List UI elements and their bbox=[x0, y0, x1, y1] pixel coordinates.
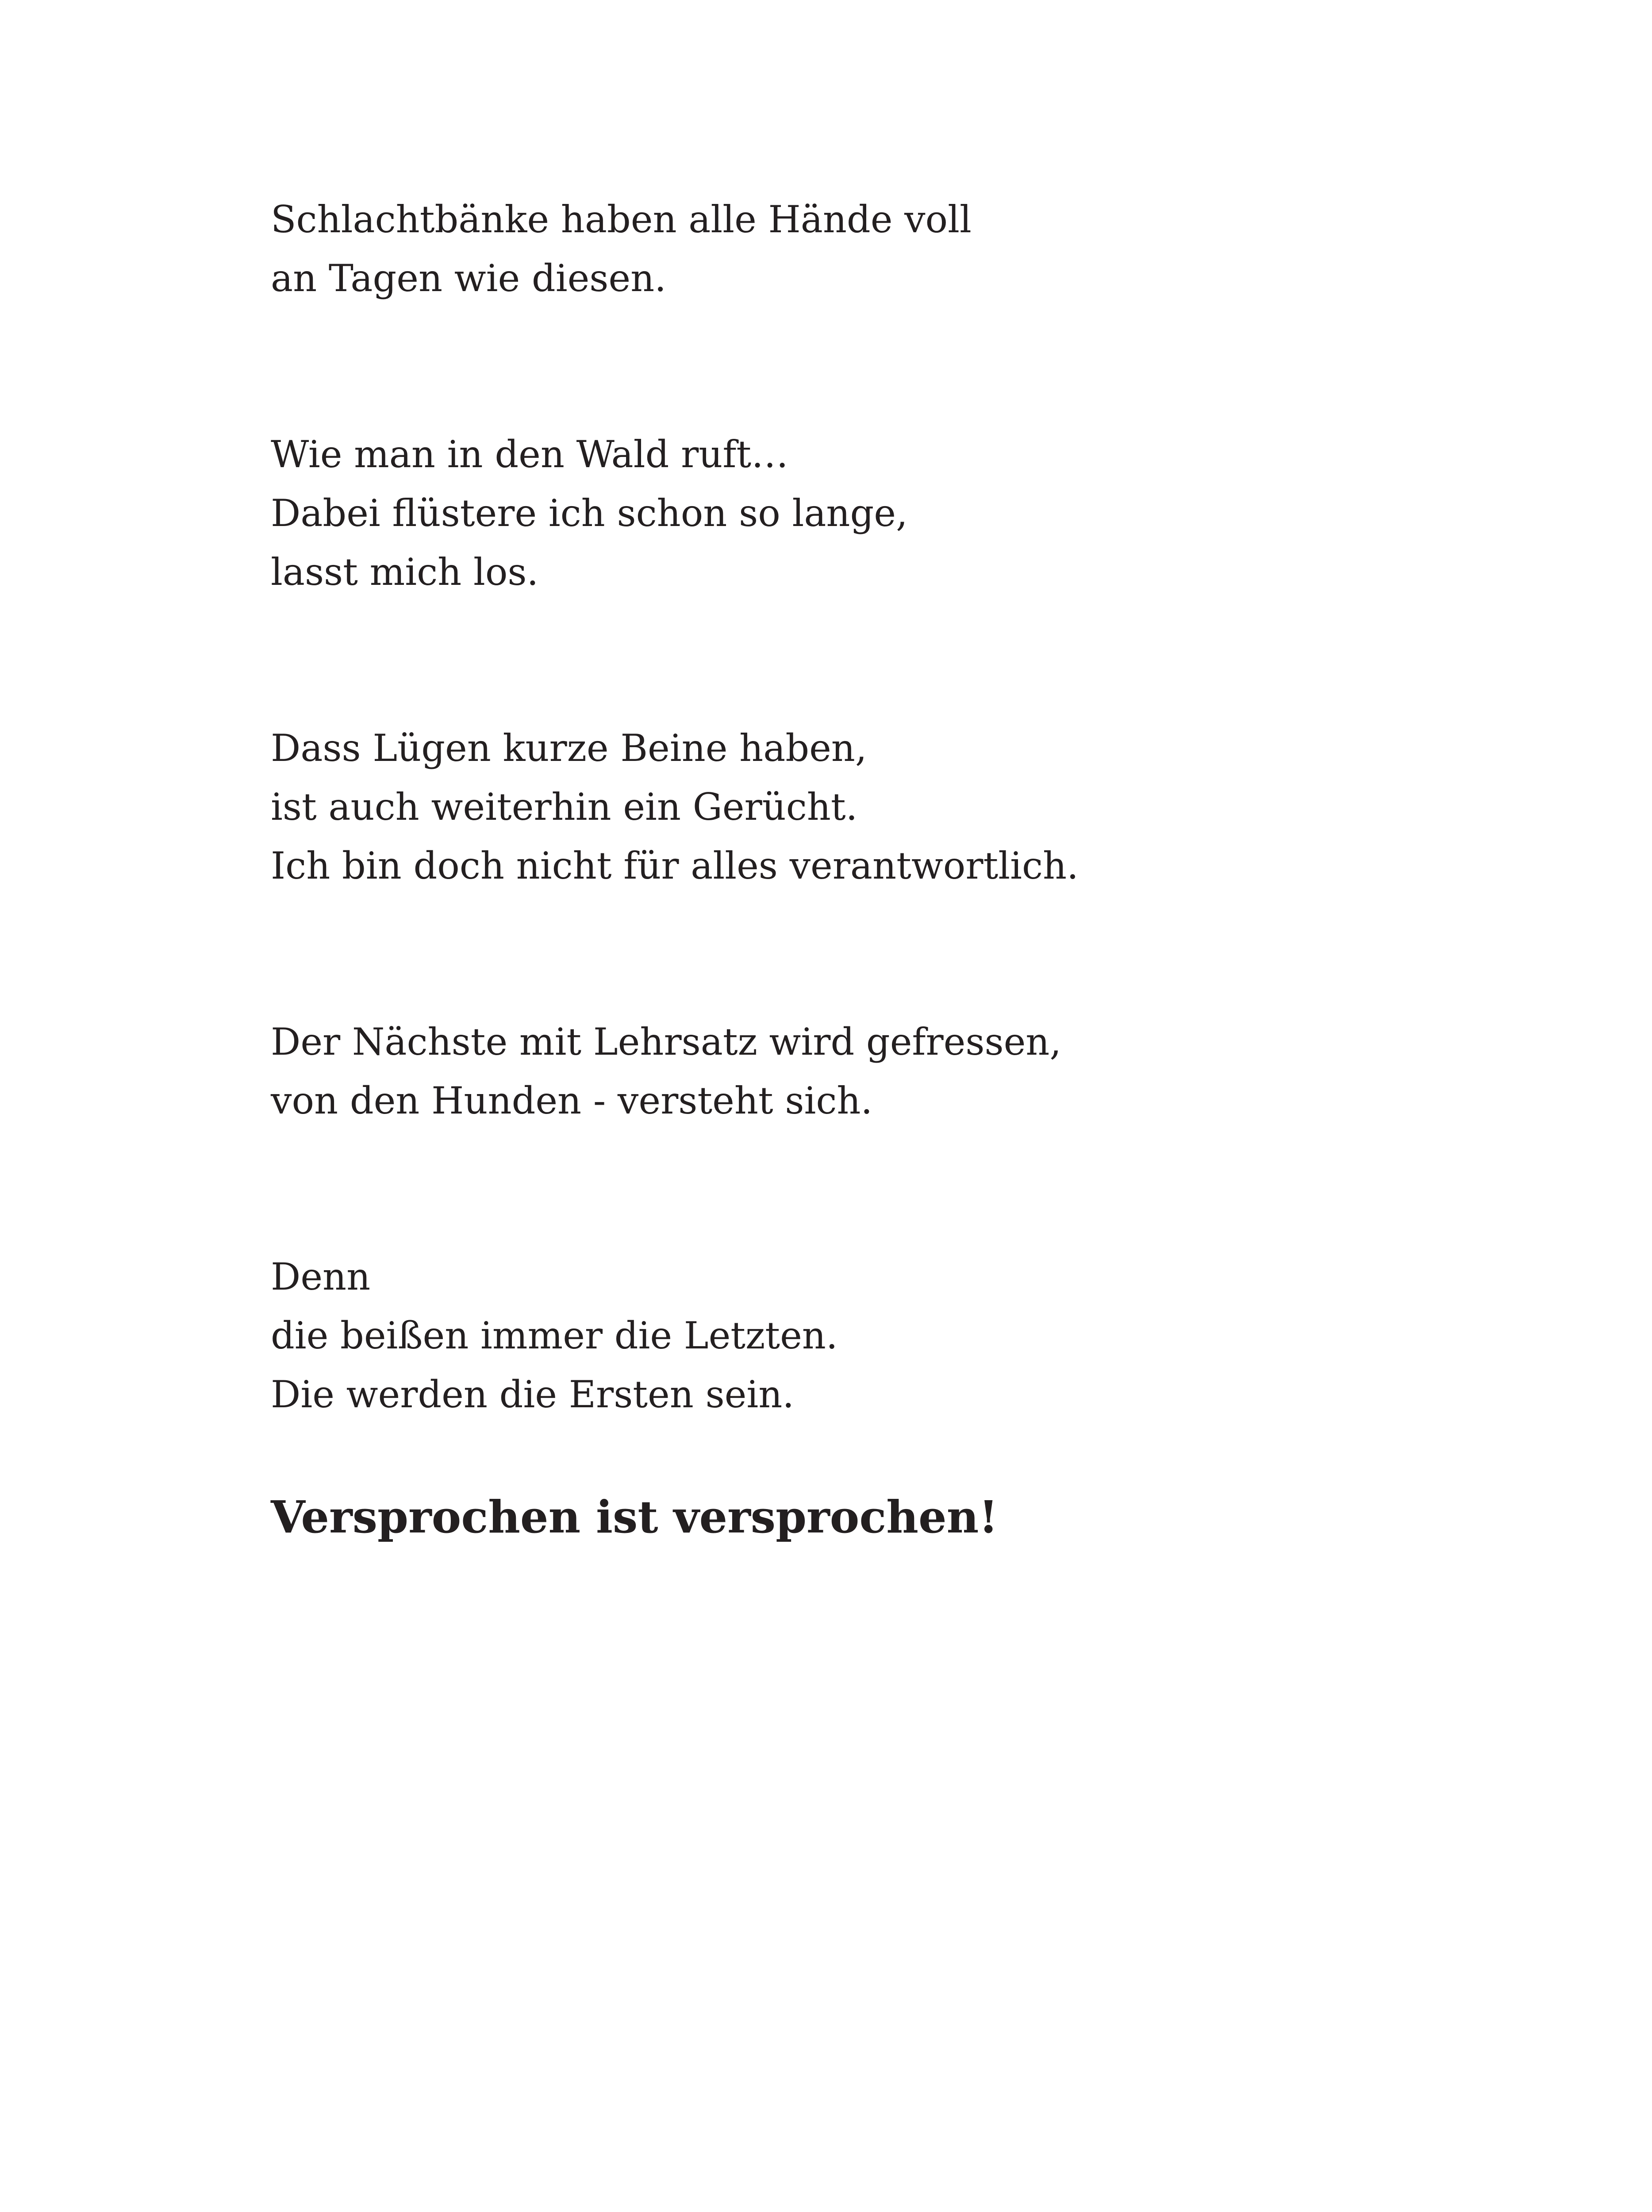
poem-line: von den Hunden - versteht sich. bbox=[271, 1079, 873, 1122]
poem-line: die beißen immer die Letzten. bbox=[271, 1314, 838, 1357]
stanza-5 bbox=[271, 1248, 1554, 1424]
stanza-4 bbox=[271, 1013, 1554, 1130]
poem-line: Denn bbox=[271, 1255, 371, 1298]
poem-line: Wie man in den Wald ruft… bbox=[271, 433, 789, 476]
poem-body bbox=[271, 190, 1554, 1546]
stanza-2 bbox=[271, 425, 1554, 602]
stanza-1 bbox=[271, 190, 1554, 308]
closing-line: Versprochen ist versprochen! bbox=[271, 1491, 999, 1543]
poem-line: an Tagen wie diesen. bbox=[271, 257, 666, 300]
poem-line: ist auch weiterhin ein Gerücht. bbox=[271, 785, 858, 829]
poem-line: Die werden die Ersten sein. bbox=[271, 1373, 795, 1416]
poem-line: Schlachtbänke haben alle Hände voll bbox=[271, 198, 972, 241]
poem-line: Ich bin doch nicht für alles verantwortlich. bbox=[271, 844, 1079, 887]
poem-line: Dabei flüstere ich schon so lange, bbox=[271, 492, 908, 535]
poem-line: Der Nächste mit Lehrsatz wird gefressen, bbox=[271, 1020, 1062, 1064]
poem-line: lasst mich los. bbox=[271, 550, 539, 594]
stanza-3 bbox=[271, 719, 1554, 895]
poem-line: Dass Lügen kurze Beine haben, bbox=[271, 726, 867, 770]
